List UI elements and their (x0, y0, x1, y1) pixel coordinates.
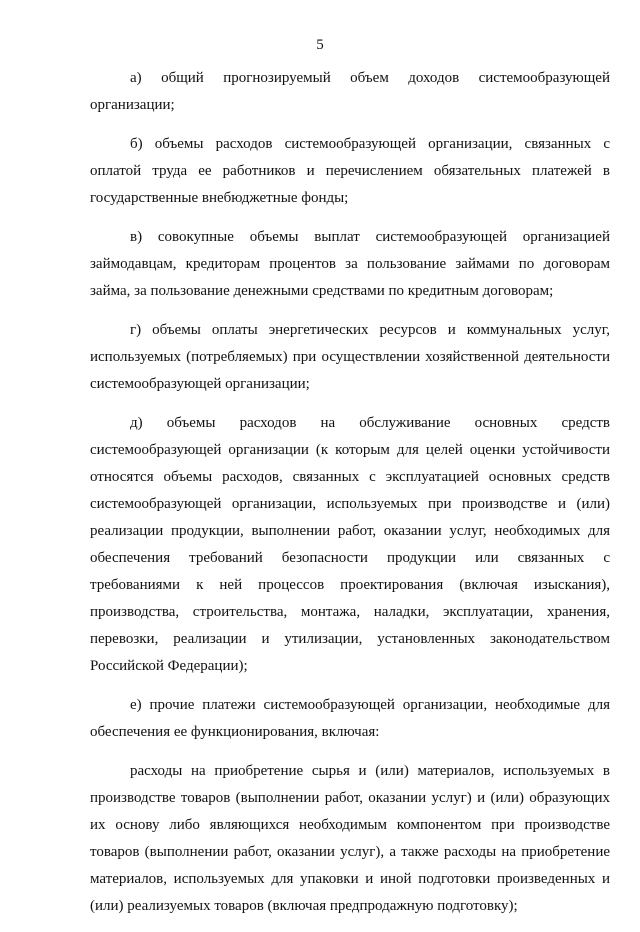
paragraph-a: а) общий прогнозируемый объем доходов системообразующей организации; (90, 70, 610, 113)
paragraph-g: г) объемы оплаты энергетических ресурсов и коммунальных услуг, используемых (потребляемых) при осуществлении хозяйственной деятельности системообразующей организации; (90, 322, 610, 392)
paragraph-v: в) совокупные объемы выплат системообразующей организацией займодавцам, кредиторам процентов за пользование займами по договорам займа, за пользование денежными средствами по кредитным договорам; (90, 229, 610, 299)
paragraph-b: б) объемы расходов системообразующей организации, связанных с оплатой труда ее работников и перечислением обязательных платежей в государственные внебюджетные фонды; (90, 136, 610, 206)
paragraph-raw-materials: расходы на приобретение сырья и (или) материалов, используемых в производстве товаров (выполнении работ, оказании услуг) и (или) образующих их основу либо являющихся необходимым компонентом при производстве товаров (выполнении работ, оказании услуг), а также расходы на приобретение материалов, используемых для упаковки и иной подготовки произведенных и (или) реализуемых товаров (включая предпродажную подготовку); (90, 763, 610, 914)
document-body (90, 65, 610, 932)
page-number: 5 (316, 37, 324, 53)
paragraph-d: д) объемы расходов на обслуживание основных средств системообразующей организации (к которым для целей оценки устойчивости относятся объемы расходов, связанных с эксплуатацией основных средств системообразующей организации, используемых при производстве и (или) реализации продукции, выполнении работ, оказании услуг, необходимых для обеспечения требований безопасности продукции или связанных с требованиями к ней процессов проектирования (включая изыскания), производства, строительства, монтажа, наладки, эксплуатации, хранения, перевозки, реализации и утилизации, установленных законодательством Российской Федерации); (90, 415, 610, 674)
paragraph-e: е) прочие платежи системообразующей организации, необходимые для обеспечения ее функционирования, включая: (90, 697, 610, 740)
